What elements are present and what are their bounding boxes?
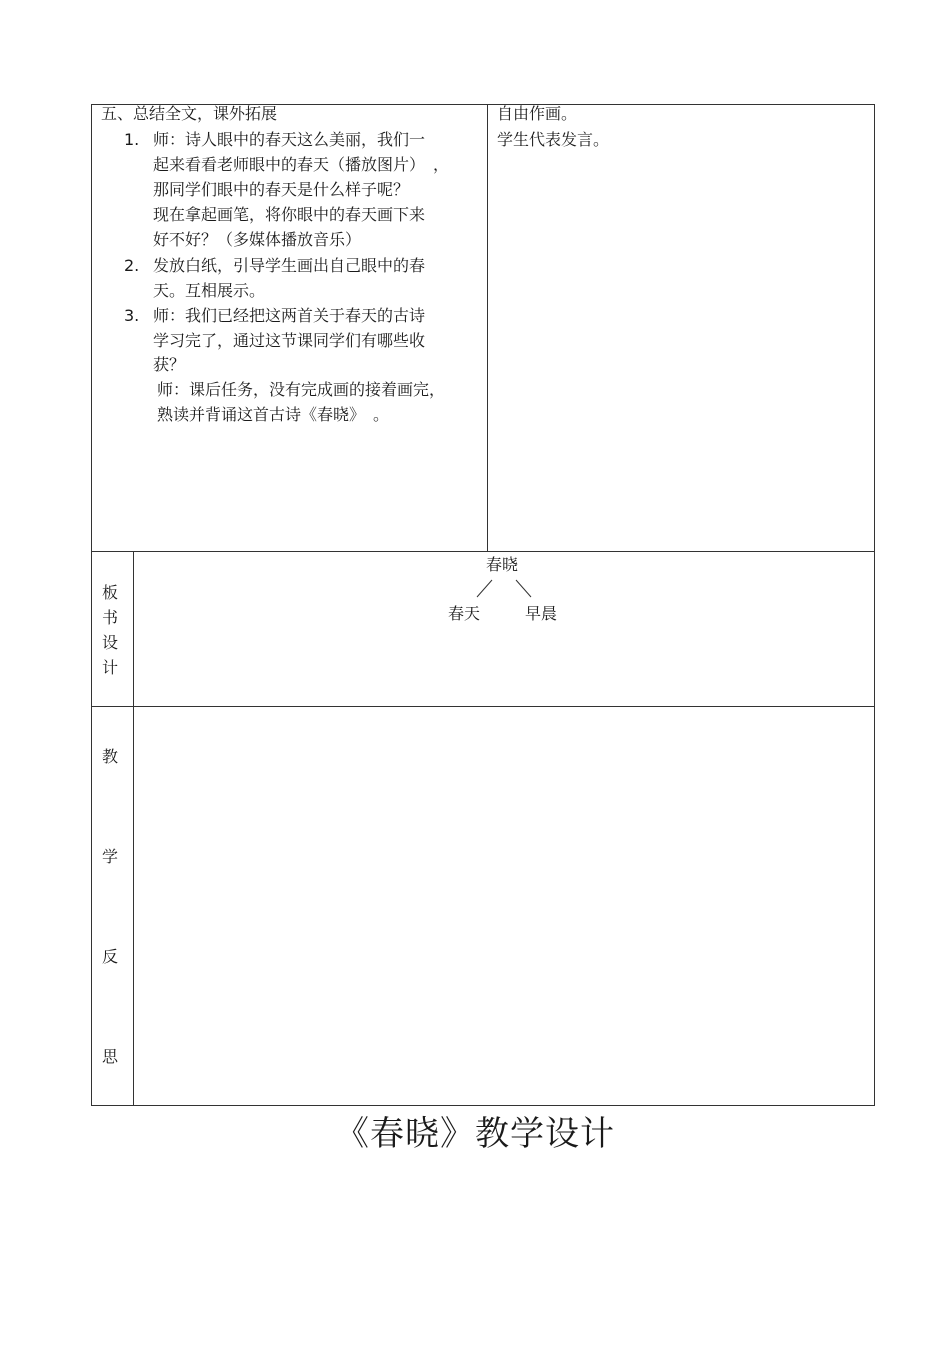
item-line: 天。互相展示。 [153, 281, 266, 300]
item-line: 学习完了，通过这节课同学们有哪些收 [153, 331, 426, 350]
reflection-content-area [134, 707, 874, 1105]
board-top-node: 春晓 [486, 555, 519, 574]
board-branch-right: 早晨 [525, 604, 558, 623]
item-number: 2. [124, 256, 140, 275]
item-line: 好不好？（多媒体播放音乐） [153, 230, 362, 249]
document-title: 《春晓》教学设计 [335, 1114, 615, 1154]
column-divider-top [487, 104, 488, 551]
item-line: 师：诗人眼中的春天这么美丽，我们一 [153, 130, 426, 149]
item-number: 1. [124, 130, 140, 149]
item-line: 熟读并背诵这首古诗《春晓》 。 [157, 405, 390, 424]
section-heading: 五、总结全文，课外拓展 [101, 104, 278, 123]
item-line: 师：我们已经把这两首关于春天的古诗 [153, 306, 426, 325]
label-char: 教 [101, 747, 118, 766]
label-char: 设 [101, 633, 118, 652]
label-char: 板 [101, 583, 118, 602]
table-border-right [874, 104, 875, 1106]
item-line: 发放白纸，引导学生画出自己眼中的春 [153, 256, 426, 275]
item-line: 那同学们眼中的春天是什么样子呢？ [153, 180, 410, 199]
item-line: 起来看看老师眼中的春天（播放图片） ， [153, 155, 450, 174]
board-branch-left: 春天 [448, 604, 481, 623]
branch-lines [470, 578, 540, 600]
item-number: 3. [124, 306, 140, 325]
label-char: 思 [101, 1047, 118, 1066]
item-line: 现在拿起画笔，将你眼中的春天画下来 [153, 205, 426, 224]
label-char: 学 [101, 847, 118, 866]
row-divider-1 [91, 551, 875, 552]
student-activity-line: 自由作画。 [497, 104, 578, 123]
item-line: 师：课后任务，没有完成画的接着画完， [157, 380, 446, 399]
label-char: 书 [101, 608, 118, 627]
student-activity-line: 学生代表发言。 [497, 130, 610, 149]
label-char: 计 [101, 658, 118, 677]
table-border-bottom [91, 1105, 875, 1106]
label-char: 反 [101, 947, 118, 966]
item-line: 获？ [153, 355, 186, 374]
